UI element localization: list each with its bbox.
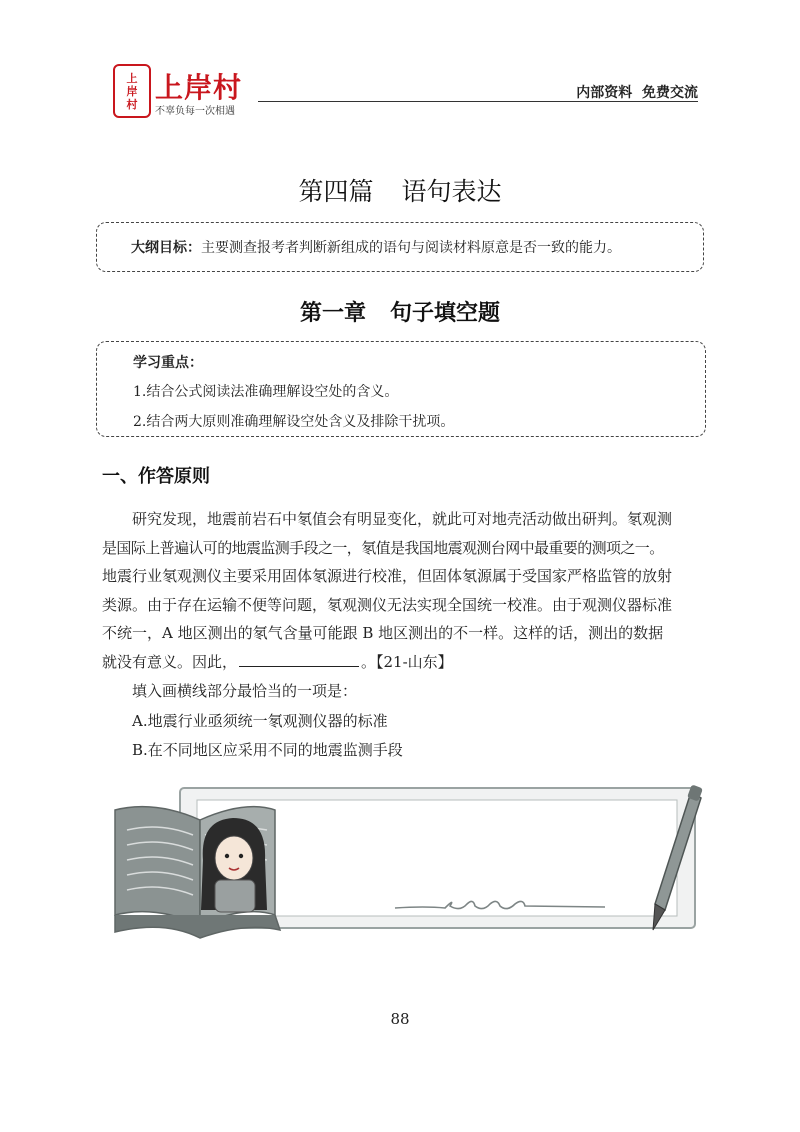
outline-text: 主要测查报考者判断新组成的语句与阅读材料原意是否一致的能力。: [201, 240, 621, 256]
key-point-item: 1.结合公式阅读法准确理解设空处的含义。: [133, 384, 399, 400]
outline-box: [96, 222, 704, 272]
option-b: B.在不同地区应采用不同的地震监测手段: [132, 741, 403, 759]
chapter-number: 第一章: [299, 301, 366, 326]
passage-last-line: [102, 648, 702, 677]
passage-line: 地震行业氡观测仪主要采用固体氡源进行校准，但固体氡源属于受国家严格监管的放射: [102, 567, 673, 586]
part-name: 语句表达: [401, 177, 502, 206]
passage-line: 类源。由于存在运输不便等问题，氡观测仪无法实现全国统一校准。由于观测仪器标准: [102, 595, 673, 614]
key-points-label: 学习重点：: [133, 355, 203, 371]
passage-line: 研究发现，地震前岩石中氡值会有明显变化，就此可对地壳活动做出研判。氡观测: [132, 510, 673, 528]
page-number: 88: [390, 1010, 410, 1028]
header-tag: 内部资料 免费交流: [576, 85, 698, 101]
logo-seal-char: 上: [126, 71, 138, 85]
key-points-box: [96, 341, 706, 437]
outline-label: 大纲目标：: [131, 240, 201, 256]
part-number: 第四篇: [298, 177, 374, 206]
passage-text-before-blank: 就没有意义。因此，: [102, 652, 238, 671]
logo-name: 上岸村: [155, 71, 243, 104]
passage-line: 是国际上普遍认可的地震监测手段之一，氡值是我国地震观测台网中最重要的测项之一。: [102, 538, 664, 557]
chapter-title: [0, 296, 800, 327]
chapter-name: 句子填空题: [390, 301, 501, 326]
logo-seal-char: 村: [126, 97, 138, 111]
logo-seal-char: 岸: [126, 84, 138, 98]
logo-seal: [113, 64, 151, 118]
fill-in-blank: [239, 650, 359, 667]
logo-slogan: 不辜负每一次相遇: [155, 106, 235, 117]
passage-line: 不统一，A 地区测出的氡气含量可能跟 B 地区测出的不一样。这样的话，测出的数据: [102, 624, 664, 643]
section-heading: 一、作答原则: [102, 466, 210, 487]
decorative-illustration: [105, 780, 705, 940]
key-point-item: 2.结合两大原则准确理解设空处含义及排除干扰项。: [133, 414, 455, 430]
part-title: [0, 172, 800, 208]
option-a: A.地震行业亟须统一氡观测仪器的标准: [132, 712, 388, 730]
question-prompt: 填入画横线部分最恰当的一项是：: [132, 682, 358, 700]
passage: [102, 505, 702, 677]
passage-text-after-blank: 。【21-山东】: [361, 652, 453, 671]
cartoon-girl: [201, 818, 267, 912]
